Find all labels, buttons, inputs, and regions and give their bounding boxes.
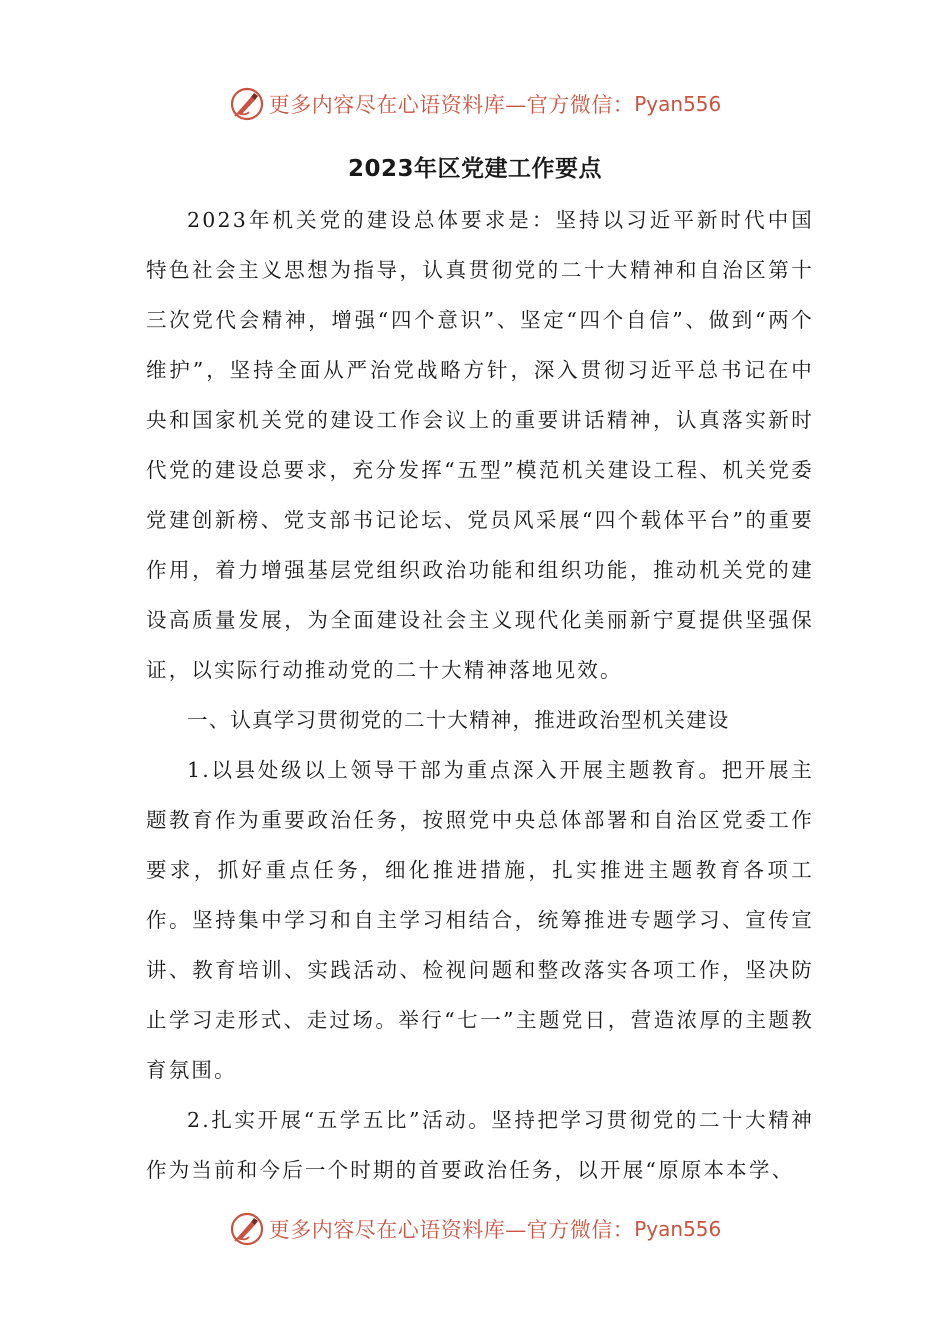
watermark-text: 更多内容尽在心语资料库—官方微信：	[268, 93, 635, 117]
document-body	[146, 195, 814, 1195]
watermark-text: 更多内容尽在心语资料库—官方微信：	[268, 1218, 635, 1242]
paragraph-intro: 2023年机关党的建设总体要求是：坚持以习近平新时代中国特色社会主义思想为指导，认真贯彻党的二十大精神和自治区第十三次党代会精神，增强“四个意识”、坚定“四个自信”、做到“两个维护”，坚持全面从严治党战略方针，深入贯彻习近平总书记在中央和国家机关党的建设工作会议上的重要讲话精神，认真落实新时代党的建设总要求，充分发挥“五型”模范机关建设工程、机关党委党建创新榜、党支部书记论坛、党员风采展“四个载体平台”的重要作用，着力增强基层党组织政治功能和组织功能，推动机关党的建设高质量发展，为全面建设社会主义现代化美丽新宁夏提供坚强保证，以实际行动推动党的二十大精神落地见效。	[146, 208, 814, 682]
watermark-wechat-id: Pyan556	[634, 1217, 722, 1241]
section-heading: 一、认真学习贯彻党的二十大精神，推进政治型机关建设	[187, 708, 730, 732]
pen-logo-icon	[229, 86, 265, 122]
paragraph-item-2: 2.扎实开展“五学五比”活动。坚持把学习贯彻党的二十大精神作为当前和今后一个时期的首要政治任务，以开展“原原本本学、	[146, 1108, 814, 1182]
paragraph-item-1: 1.以县处级以上领导干部为重点深入开展主题教育。把开展主题教育作为重要政治任务，按照党中央总体部署和自治区党委工作要求，抓好重点任务，细化推进措施，扎实推进主题教育各项工作。坚持集中学习和自主学习相结合，统筹推进专题学习、宣传宣讲、教育培训、实践活动、检视问题和整改落实各项工作，坚决防止学习走形式、走过场。举行“七一”主题党日，营造浓厚的主题教育氛围。	[146, 758, 814, 1082]
watermark-footer	[0, 1209, 950, 1249]
watermark-header	[0, 84, 950, 124]
watermark-wechat-id: Pyan556	[634, 92, 722, 116]
document-title: 2023年区党建工作要点	[347, 156, 602, 182]
pen-logo-icon	[229, 1211, 265, 1247]
